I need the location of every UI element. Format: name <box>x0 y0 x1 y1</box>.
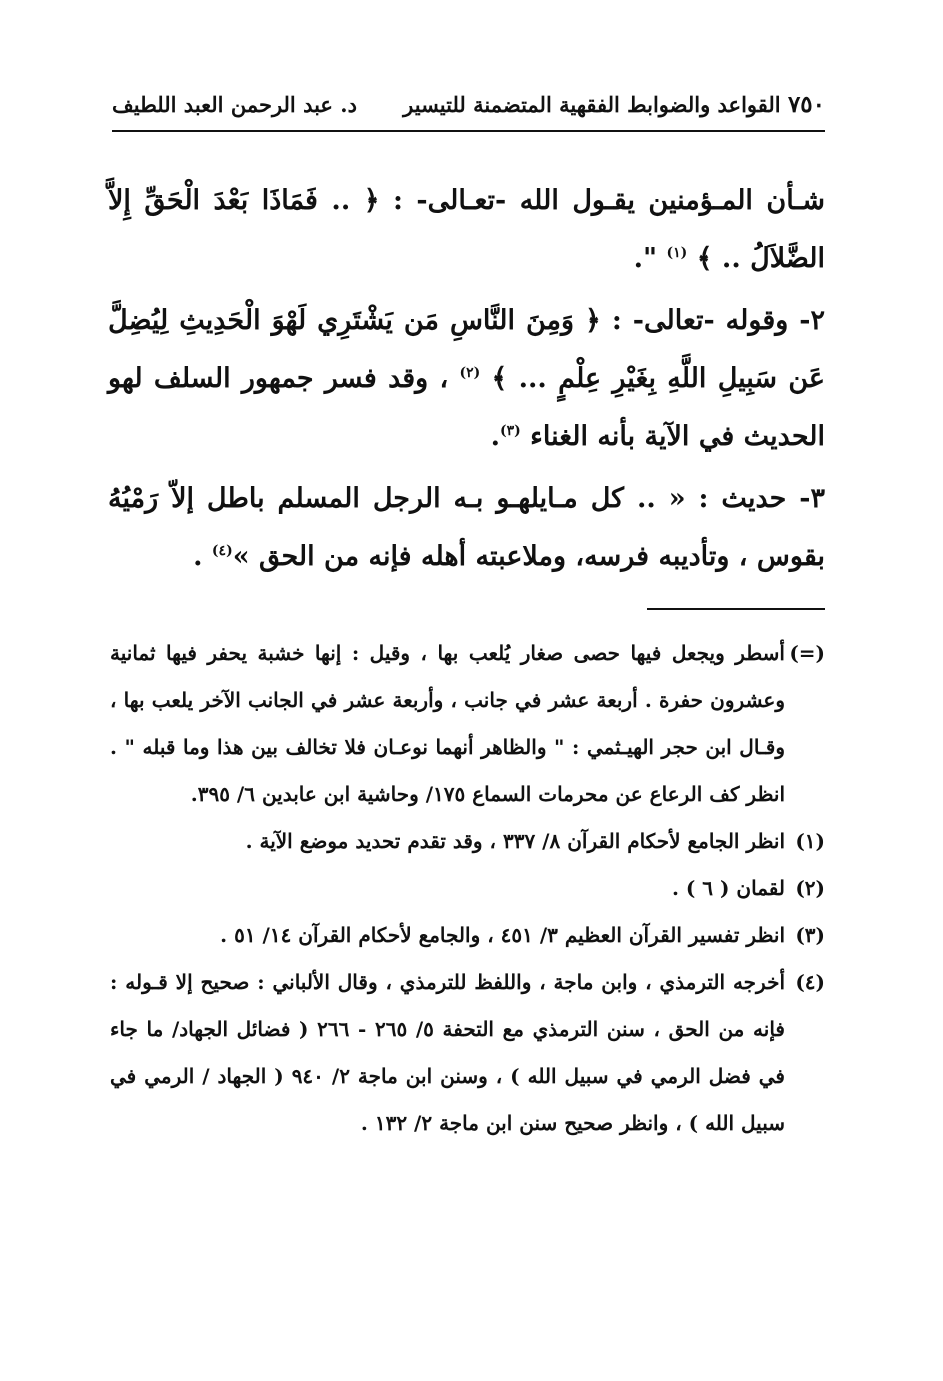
author-name: د. عبد الرحمن العبد اللطيف <box>112 91 357 117</box>
page-number: ٧٥٠ <box>787 90 825 118</box>
paragraph-3-end: . <box>193 541 212 572</box>
footnote-marker: (٤) <box>795 970 825 994</box>
footnote-text: انظر تفسير القرآن العظيم ٣/ ٤٥١ ، والجامع لأحكام القرآن ١٤/ ٥١ . <box>220 923 785 947</box>
footnote-ref-1: (١) <box>666 245 688 261</box>
footnote-1 <box>110 818 825 865</box>
footnote-ref-2: (٢) <box>459 365 481 381</box>
footnote-marker: (١) <box>795 829 825 853</box>
footnote-text: أسطر ويجعل فيها حصى صغار يُلعب بها ، وقيل : إنها خشبة يحفر فيها ثمانية وعشرون حفرة . أربعة عشر في جانب ، وأربعة عشر في الجانب الآخر يلعب بها ، وقـال ابن حجر الهيـثمي : " والظاهر أنهما نوعـان فلا تخالف بين هذا وما قبله " . انظر كف الرعاع عن محرمات السماع ١٧٥/ وحاشية ابن عابدين ٦/ ٣٩٥. <box>110 641 785 806</box>
header-title-group <box>403 91 825 118</box>
footnote-ref-4: (٤) <box>211 543 233 559</box>
footnote-marker: (=) <box>789 641 825 665</box>
footnote-text: أخرجه الترمذي ، وابن ماجة ، واللفظ للترمذي ، وقال الألباني : صحيح إلا قـوله : فإنه من الحق ، سنن الترمذي مع التحفة ٥/ ٢٦٥ - ٢٦٦ ( فضائل الجهاد/ ما جاء في فضل الرمي في سبيل الله ) ، وسنن ابن ماجة ٢/ ٩٤٠ ( الجهاد / الرمي في سبيل الله ) ، وانظر صحيح سنن ابن ماجة ٢/ ١٣٢ . <box>110 970 785 1135</box>
running-header <box>112 84 825 124</box>
paragraph-3-text: ٣- حديث : « .. كل مـايلهـو بـه الرجل المسلم باطل إلاّ رَمْيُهُ بقوس ، وتأديبه فرسه، وملاعبته أهله فإنه من الحق » <box>108 483 825 572</box>
footnote-continued <box>110 630 825 818</box>
paragraph-2-end: . <box>490 421 500 452</box>
paragraph-2-middle: ، وقد فسر جمهور السلف لهو الحديث في الآية بأنه الغناء <box>108 363 825 452</box>
paragraph-3 <box>108 470 825 586</box>
footnote-3 <box>110 912 825 959</box>
paragraph-1 <box>108 172 825 288</box>
main-text <box>108 172 825 590</box>
footnote-text: انظر الجامع لأحكام القرآن ٨/ ٣٣٧ ، وقد تقدم تحديد موضع الآية . <box>245 829 785 853</box>
footnote-4 <box>110 959 825 1147</box>
header-divider <box>112 130 825 132</box>
paragraph-1-text: شـأن المـؤمنين يقـول الله -تعـالى- : ﴿ .. فَمَاذَا بَعْدَ الْحَقِّ إِلاَّ الضَّلاَلُ .. ﴾ <box>108 185 825 274</box>
header-author-group <box>112 92 357 117</box>
footnote-divider <box>647 608 825 610</box>
footnote-marker: (٢) <box>795 876 825 900</box>
paragraph-2-text: ٢- وقوله -تعالى- : ﴿ وَمِنَ النَّاسِ مَن يَشْتَرِي لَهْوَ الْحَدِيثِ لِيُضِلَّ عَن سَبِيلِ اللَّهِ بِغَيْرِ عِلْمٍ ... ﴾ <box>108 305 826 394</box>
footnote-2 <box>110 865 825 912</box>
paragraph-1-end: ". <box>633 243 667 274</box>
paragraph-2 <box>108 292 825 466</box>
book-title: القواعد والضوابط الفقهية المتضمنة للتيسير <box>403 91 781 117</box>
footnote-ref-3: (٣) <box>500 423 521 439</box>
footnote-text: لقمان ( ٦ ) . <box>671 876 785 900</box>
footnotes <box>110 630 825 1147</box>
footnote-marker: (٣) <box>795 923 825 947</box>
